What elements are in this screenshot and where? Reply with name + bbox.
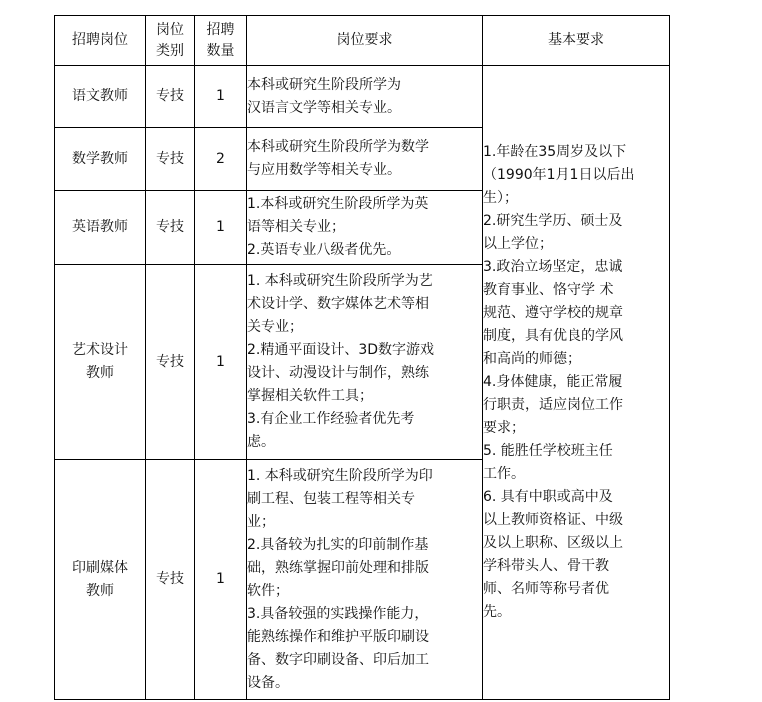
requirement-line: 1.本科或研究生阶段所学为英: [247, 196, 429, 212]
header-basic: 基本要求: [483, 16, 670, 66]
category-cell: 专技: [146, 128, 195, 191]
requirement-line: 础，熟练掌握印前处理和排版: [247, 559, 429, 576]
basic-line: 5. 能胜任学校班主任: [483, 443, 613, 459]
position-cell: [55, 265, 146, 460]
position-line: 艺术设计: [72, 342, 128, 358]
header-quota-line: 招聘: [206, 21, 235, 38]
basic-line: （1990年1月1日以后出: [483, 167, 635, 183]
basic-line: 及以上职称、区级以上: [483, 535, 623, 551]
position-cell: [55, 66, 146, 128]
basic-requirements-cell: [483, 66, 670, 700]
requirement-line: 本科或研究生阶段所学为数学: [247, 139, 429, 155]
position-line: 印刷媒体: [72, 559, 128, 576]
position-line: 教师: [86, 582, 114, 599]
position-line: 教师: [86, 365, 114, 381]
basic-line: 师、名师等称号者优: [483, 581, 609, 597]
basic-line: 工作。: [483, 466, 525, 482]
header-quota: [195, 16, 247, 66]
count-cell: 2: [195, 128, 247, 191]
category-cell: 专技: [146, 191, 195, 265]
position-cell: [55, 191, 146, 265]
requirement-line: 本科或研究生阶段所学为: [247, 76, 401, 93]
header-position: 招聘岗位: [55, 16, 146, 66]
basic-line: 规范、遵守学校的规章: [483, 305, 623, 321]
requirements-cell: [247, 460, 483, 700]
basic-line: 先。: [483, 604, 511, 620]
requirement-line: 能熟练操作和维护平版印刷设: [247, 628, 429, 645]
header-row: [55, 16, 670, 66]
category-cell: 专技: [146, 265, 195, 460]
requirement-line: 虑。: [247, 434, 275, 450]
basic-line: 4.身体健康，能正常履: [483, 374, 623, 390]
position-line: 语文教师: [72, 88, 128, 104]
requirement-line: 2.具备较为扎实的印前制作基: [247, 536, 429, 553]
basic-line: 1.年龄在35周岁及以下: [483, 144, 627, 160]
header-requirements: 岗位要求: [247, 16, 483, 66]
position-line: 英语教师: [72, 219, 128, 235]
requirement-line: 3.具备较强的实践操作能力，: [247, 605, 429, 622]
basic-line: 行职责，适应岗位工作: [483, 397, 623, 413]
count-cell: 1: [195, 460, 247, 700]
recruitment-table: [54, 15, 670, 700]
requirement-line: 汉语言文学等相关专业。: [247, 99, 401, 116]
header-category-line: 类别: [156, 42, 184, 59]
position-line: 数学教师: [72, 150, 128, 167]
category-cell: 专技: [146, 460, 195, 700]
requirement-line: 与应用数学等相关专业。: [247, 162, 401, 178]
requirement-line: 2.精通平面设计、3D数字游戏: [247, 342, 435, 358]
requirements-cell: [247, 66, 483, 128]
category-cell: 专技: [146, 66, 195, 128]
basic-line: 学科带头人、骨干教: [483, 558, 609, 574]
requirement-line: 语等相关专业；: [247, 219, 345, 235]
requirements-cell: [247, 191, 483, 265]
requirement-line: 刷工程、包装工程等相关专: [247, 490, 415, 507]
requirement-line: 业；: [247, 513, 275, 530]
basic-line: 以上教师资格证、中级: [483, 512, 623, 528]
requirement-line: 1. 本科或研究生阶段所学为印: [247, 467, 433, 484]
header-category: [146, 16, 195, 66]
requirement-line: 设计、动漫设计与制作，熟练: [247, 365, 429, 381]
basic-line: 2.研究生学历、硕士及: [483, 213, 623, 229]
table-row: [55, 66, 670, 128]
requirement-line: 备、数字印刷设备、印后加工: [247, 651, 429, 668]
requirements-cell: [247, 128, 483, 191]
count-cell: 1: [195, 265, 247, 460]
basic-line: 6. 具有中职或高中及: [483, 489, 613, 505]
requirement-line: 掌握相关软件工具；: [247, 388, 373, 404]
requirement-line: 2.英语专业八级者优先。: [247, 242, 401, 258]
basic-line: 和高尚的师德；: [483, 351, 581, 367]
basic-line: 生）；: [483, 190, 518, 206]
basic-line: 制度，具有优良的学风: [483, 328, 623, 344]
requirement-line: 关专业；: [247, 319, 303, 335]
requirement-line: 3.有企业工作经验者优先考: [247, 411, 415, 427]
basic-line: 3.政治立场坚定，忠诚: [483, 259, 623, 275]
requirement-line: 术设计学、数字媒体艺术等相: [247, 296, 429, 312]
requirement-line: 设备。: [247, 674, 289, 691]
basic-line: 以上学位；: [483, 236, 553, 252]
requirements-cell: [247, 265, 483, 460]
count-cell: 1: [195, 66, 247, 128]
count-cell: 1: [195, 191, 247, 265]
requirement-line: 软件；: [247, 582, 289, 599]
header-category-line: 岗位: [156, 21, 184, 38]
header-quota-line: 数量: [206, 42, 235, 59]
basic-line: 教育事业、恪守学 术: [483, 282, 614, 298]
position-cell: [55, 128, 146, 191]
basic-line: 要求；: [483, 420, 525, 436]
requirement-line: 1. 本科或研究生阶段所学为艺: [247, 273, 433, 289]
position-cell: [55, 460, 146, 700]
